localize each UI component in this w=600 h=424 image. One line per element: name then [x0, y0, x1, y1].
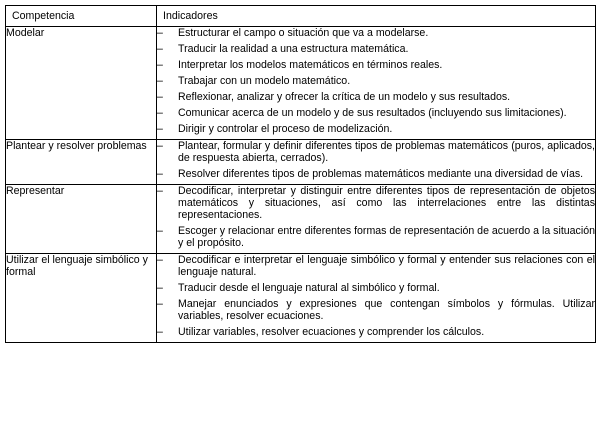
indicadores-list: [157, 185, 595, 249]
dash-bullet: –: [157, 43, 163, 55]
list-item: [157, 91, 595, 103]
indicadores-cell: [157, 254, 596, 343]
list-item: [157, 225, 595, 249]
table-row: [6, 254, 596, 343]
dash-bullet: –: [157, 185, 163, 197]
dash-bullet: –: [157, 75, 163, 87]
list-item: [157, 123, 595, 135]
list-item: [157, 168, 595, 180]
indicadores-list: [157, 140, 595, 180]
indicador-text: Manejar enunciados y expresiones que contengan símbolos y fórmulas. Utilizar variables, resolver ecuaciones.: [178, 298, 595, 322]
indicador-text: Escoger y relacionar entre diferentes formas de representación de acuerdo a la situación y el propósito.: [178, 225, 595, 249]
indicador-text: Decodificar, interpretar y distinguir entre diferentes tipos de representación de objetos matemáticos y situaciones, así como las interrelaciones entre las distintas representaciones.: [178, 185, 595, 221]
dash-bullet: –: [157, 326, 163, 338]
list-item: [157, 326, 595, 338]
dash-bullet: –: [157, 59, 163, 71]
indicadores-cell: [157, 185, 596, 254]
list-item: [157, 107, 595, 119]
dash-bullet: –: [157, 140, 163, 152]
indicador-text: Plantear, formular y definir diferentes tipos de problemas matemáticos (puros, aplicados, de respuesta abierta, cerrados).: [178, 140, 595, 164]
dash-bullet: –: [157, 225, 163, 237]
list-item: [157, 43, 595, 55]
list-item: [157, 185, 595, 221]
indicador-text: Decodificar e interpretar el lenguaje simbólico y formal y entender sus relaciones con el lenguaje natural.: [178, 254, 595, 278]
dash-bullet: –: [157, 91, 163, 103]
indicador-text: Interpretar los modelos matemáticos en términos reales.: [178, 59, 443, 71]
list-item: [157, 75, 595, 87]
competencia-cell: Representar: [6, 185, 157, 254]
table-row: [6, 27, 596, 140]
dash-bullet: –: [157, 123, 163, 135]
competencias-table: [5, 5, 596, 343]
list-item: [157, 298, 595, 322]
header-indicadores: Indicadores: [157, 6, 596, 27]
dash-bullet: –: [157, 254, 163, 266]
header-row: [6, 6, 596, 27]
indicador-text: Resolver diferentes tipos de problemas matemáticos mediante una diversidad de vías.: [178, 168, 584, 180]
dash-bullet: –: [157, 168, 163, 180]
list-item: [157, 254, 595, 278]
competencia-cell: Plantear y resolver problemas: [6, 140, 157, 185]
competencia-cell: Utilizar el lenguaje simbólico y formal: [6, 254, 157, 343]
indicador-text: Traducir la realidad a una estructura matemática.: [178, 43, 409, 55]
header-competencia: Competencia: [6, 6, 157, 27]
indicadores-list: [157, 27, 595, 135]
table-row: [6, 140, 596, 185]
competencia-cell: Modelar: [6, 27, 157, 140]
indicador-text: Utilizar variables, resolver ecuaciones y comprender los cálculos.: [178, 326, 485, 338]
indicadores-list: [157, 254, 595, 338]
dash-bullet: –: [157, 107, 163, 119]
indicador-text: Reflexionar, analizar y ofrecer la crítica de un modelo y sus resultados.: [178, 91, 511, 103]
indicador-text: Estructurar el campo o situación que va a modelarse.: [178, 27, 429, 39]
list-item: [157, 282, 595, 294]
dash-bullet: –: [157, 282, 163, 294]
dash-bullet: –: [157, 27, 163, 39]
table-row: [6, 185, 596, 254]
indicadores-cell: [157, 27, 596, 140]
indicador-text: Comunicar acerca de un modelo y de sus resultados (incluyendo sus limitaciones).: [178, 107, 567, 119]
list-item: [157, 59, 595, 71]
list-item: [157, 140, 595, 164]
dash-bullet: –: [157, 298, 163, 310]
indicadores-cell: [157, 140, 596, 185]
list-item: [157, 27, 595, 39]
indicador-text: Trabajar con un modelo matemático.: [178, 75, 351, 87]
indicador-text: Dirigir y controlar el proceso de modelización.: [178, 123, 393, 135]
indicador-text: Traducir desde el lenguaje natural al simbólico y formal.: [178, 282, 440, 294]
